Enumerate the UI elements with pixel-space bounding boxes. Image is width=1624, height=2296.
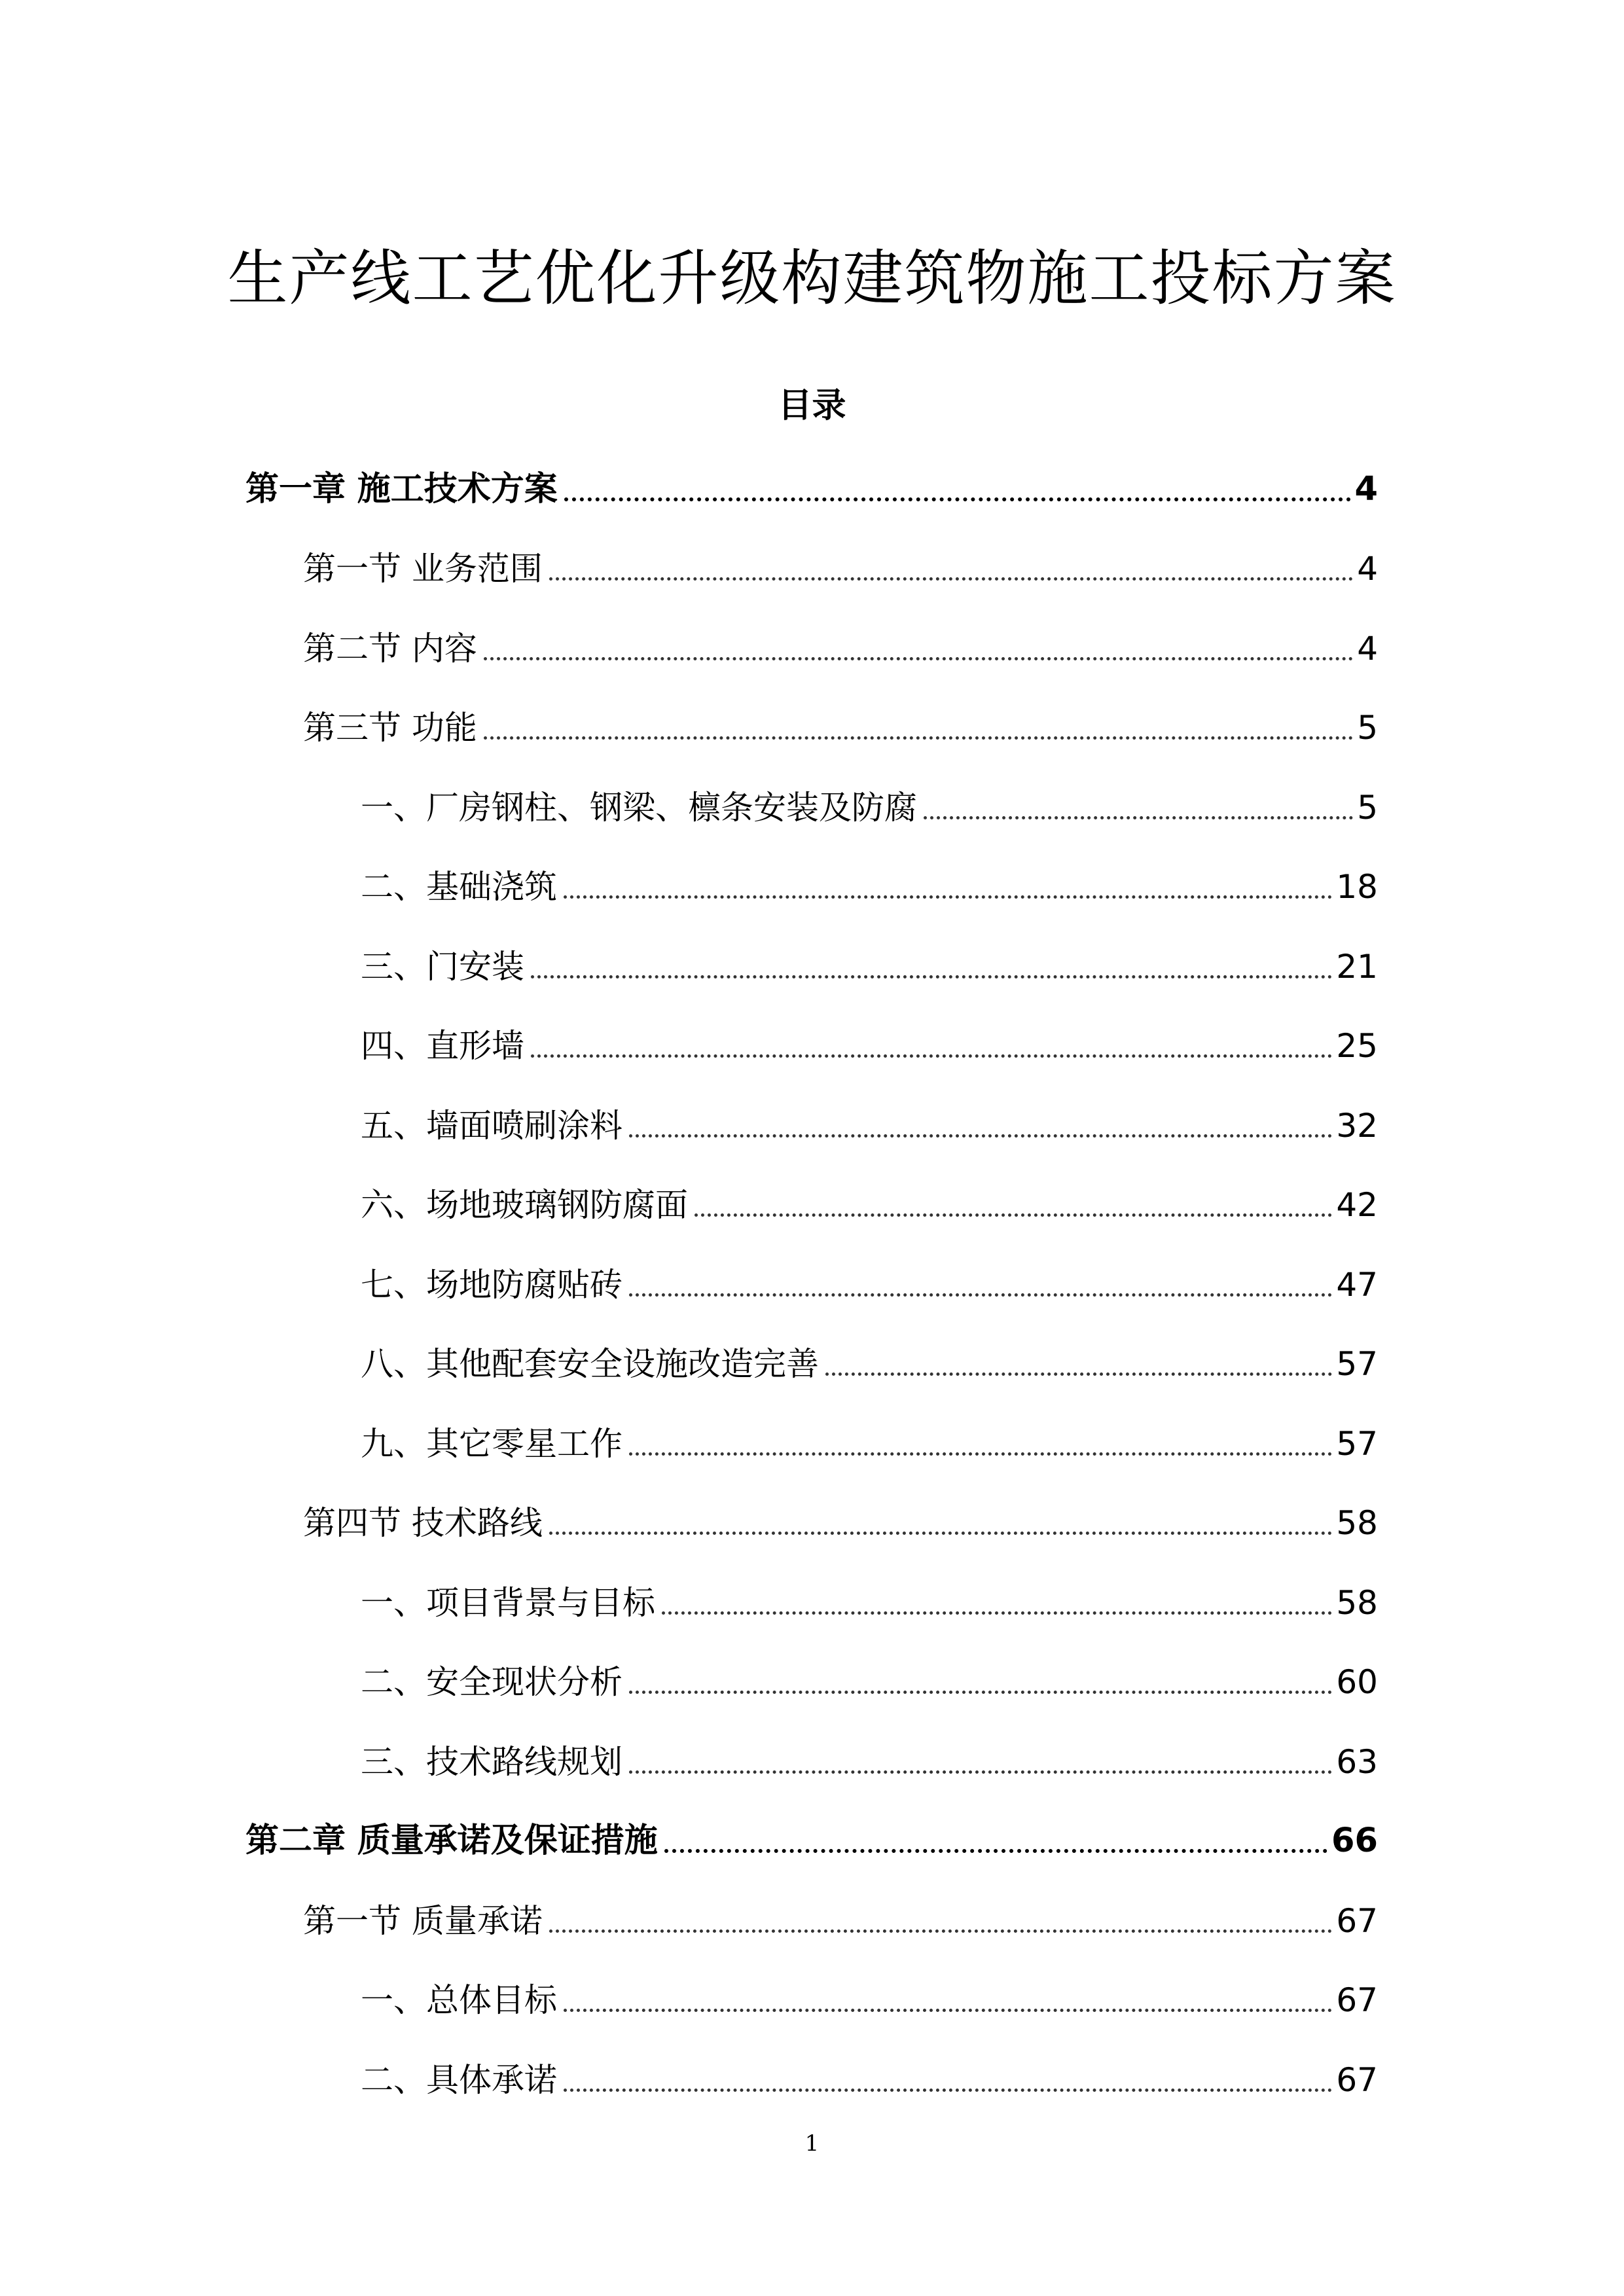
toc-entry-label: 第二节 内容 [303,629,477,668]
toc-entry-page-number: 57 [1336,1424,1378,1463]
toc-dot-leader [629,1134,1332,1138]
toc-entry[interactable] [245,1166,1378,1246]
toc-entry-page-number: 67 [1336,2060,1378,2099]
toc-entry-page-number: 18 [1336,868,1378,906]
toc-entry-label: 五、墙面喷刷涂料 [361,1106,623,1145]
toc-entry[interactable] [245,1723,1378,1803]
toc-entry-label: 第一节 质量承诺 [303,1901,543,1940]
toc-entry[interactable] [245,1962,1378,2041]
toc-entry-page-number: 4 [1354,469,1378,509]
toc-entry-label: 第二章 质量承诺及保证措施 [245,1821,658,1860]
toc-entry[interactable] [245,927,1378,1007]
toc-dot-leader [549,577,1353,581]
toc-dot-leader [549,1532,1332,1535]
toc-entry-label: 七、场地防腐贴砖 [361,1265,623,1304]
toc-entry[interactable] [245,1484,1378,1564]
toc-dot-leader [629,1452,1332,1456]
toc-entry[interactable] [245,1803,1378,1882]
toc-entry[interactable] [245,1246,1378,1325]
toc-entry[interactable] [245,1643,1378,1723]
toc-dot-leader [924,816,1353,819]
page-number: 1 [804,2130,820,2157]
toc-entry-page-number: 5 [1357,709,1378,747]
toc-entry-label: 第四节 技术路线 [303,1504,543,1542]
toc-heading: 目录 [778,386,846,425]
toc-entry-page-number: 4 [1357,550,1378,588]
toc-entry-page-number: 42 [1336,1186,1378,1224]
toc-entry-label: 二、具体承诺 [361,2060,557,2099]
toc-entry-label: 第一章 施工技术方案 [245,469,558,509]
toc-entry-label: 六、场地玻璃钢防腐面 [361,1186,688,1224]
toc-dot-leader [662,1611,1332,1615]
toc-dot-leader [629,1770,1332,1774]
toc-dot-leader [484,657,1353,660]
toc-entry-page-number: 5 [1357,788,1378,827]
toc-dot-leader [629,1293,1332,1297]
toc-entry-page-number: 66 [1331,1821,1378,1860]
toc-entry[interactable] [245,1086,1378,1166]
toc-entry[interactable] [245,1564,1378,1643]
toc-entry-label: 二、安全现状分析 [361,1663,623,1701]
toc-entry-label: 三、门安装 [361,947,524,986]
toc-entry-label: 二、基础浇筑 [361,868,557,906]
toc-dot-leader [564,895,1332,899]
toc-entry-page-number: 21 [1336,947,1378,986]
toc-entry-label: 一、厂房钢柱、钢梁、檩条安装及防腐 [361,788,917,827]
toc-entry[interactable] [245,848,1378,928]
toc-entry-page-number: 67 [1336,1901,1378,1940]
toc-entry[interactable] [245,689,1378,769]
toc-entry-page-number: 47 [1336,1265,1378,1304]
toc-dot-leader [629,1691,1332,1694]
toc-entry-page-number: 67 [1336,1981,1378,2019]
toc-dot-leader [825,1372,1332,1376]
toc-entry[interactable] [245,609,1378,689]
toc-entry-page-number: 57 [1336,1345,1378,1383]
toc-entry-label: 八、其他配套安全设施改造完善 [361,1345,819,1383]
document-title: 生产线工艺优化升级构建筑物施工投标方案 [227,243,1397,314]
toc-entry-label: 九、其它零星工作 [361,1424,623,1463]
toc-entry-page-number: 60 [1336,1663,1378,1701]
toc-entry[interactable] [245,450,1378,530]
toc-entry-page-number: 32 [1336,1106,1378,1145]
toc-dot-leader [564,2089,1332,2092]
toc-entry[interactable] [245,1007,1378,1087]
toc-entry-page-number: 25 [1336,1027,1378,1065]
toc-entry-page-number: 4 [1357,629,1378,668]
toc-entry[interactable] [245,1405,1378,1484]
table-of-contents [245,450,1378,2121]
toc-entry-label: 一、项目背景与目标 [361,1583,655,1622]
toc-entry[interactable] [245,2041,1378,2121]
toc-entry-label: 第三节 功能 [303,709,477,747]
toc-entry-label: 四、直形墙 [361,1027,524,1065]
toc-entry[interactable] [245,1882,1378,1962]
toc-entry-page-number: 63 [1336,1742,1378,1781]
toc-dot-leader [564,497,1351,501]
toc-dot-leader [549,1929,1332,1933]
toc-dot-leader [531,975,1332,978]
toc-dot-leader [531,1054,1332,1058]
toc-entry-label: 三、技术路线规划 [361,1742,623,1781]
toc-dot-leader [695,1213,1332,1217]
toc-entry-page-number: 58 [1336,1583,1378,1622]
toc-entry-page-number: 58 [1336,1504,1378,1542]
toc-dot-leader [564,2009,1332,2012]
toc-entry-label: 一、总体目标 [361,1981,557,2019]
toc-dot-leader [664,1849,1327,1853]
toc-entry[interactable] [245,1325,1378,1405]
toc-entry[interactable] [245,768,1378,848]
toc-dot-leader [484,736,1353,740]
toc-entry-label: 第一节 业务范围 [303,550,543,588]
toc-entry[interactable] [245,530,1378,610]
